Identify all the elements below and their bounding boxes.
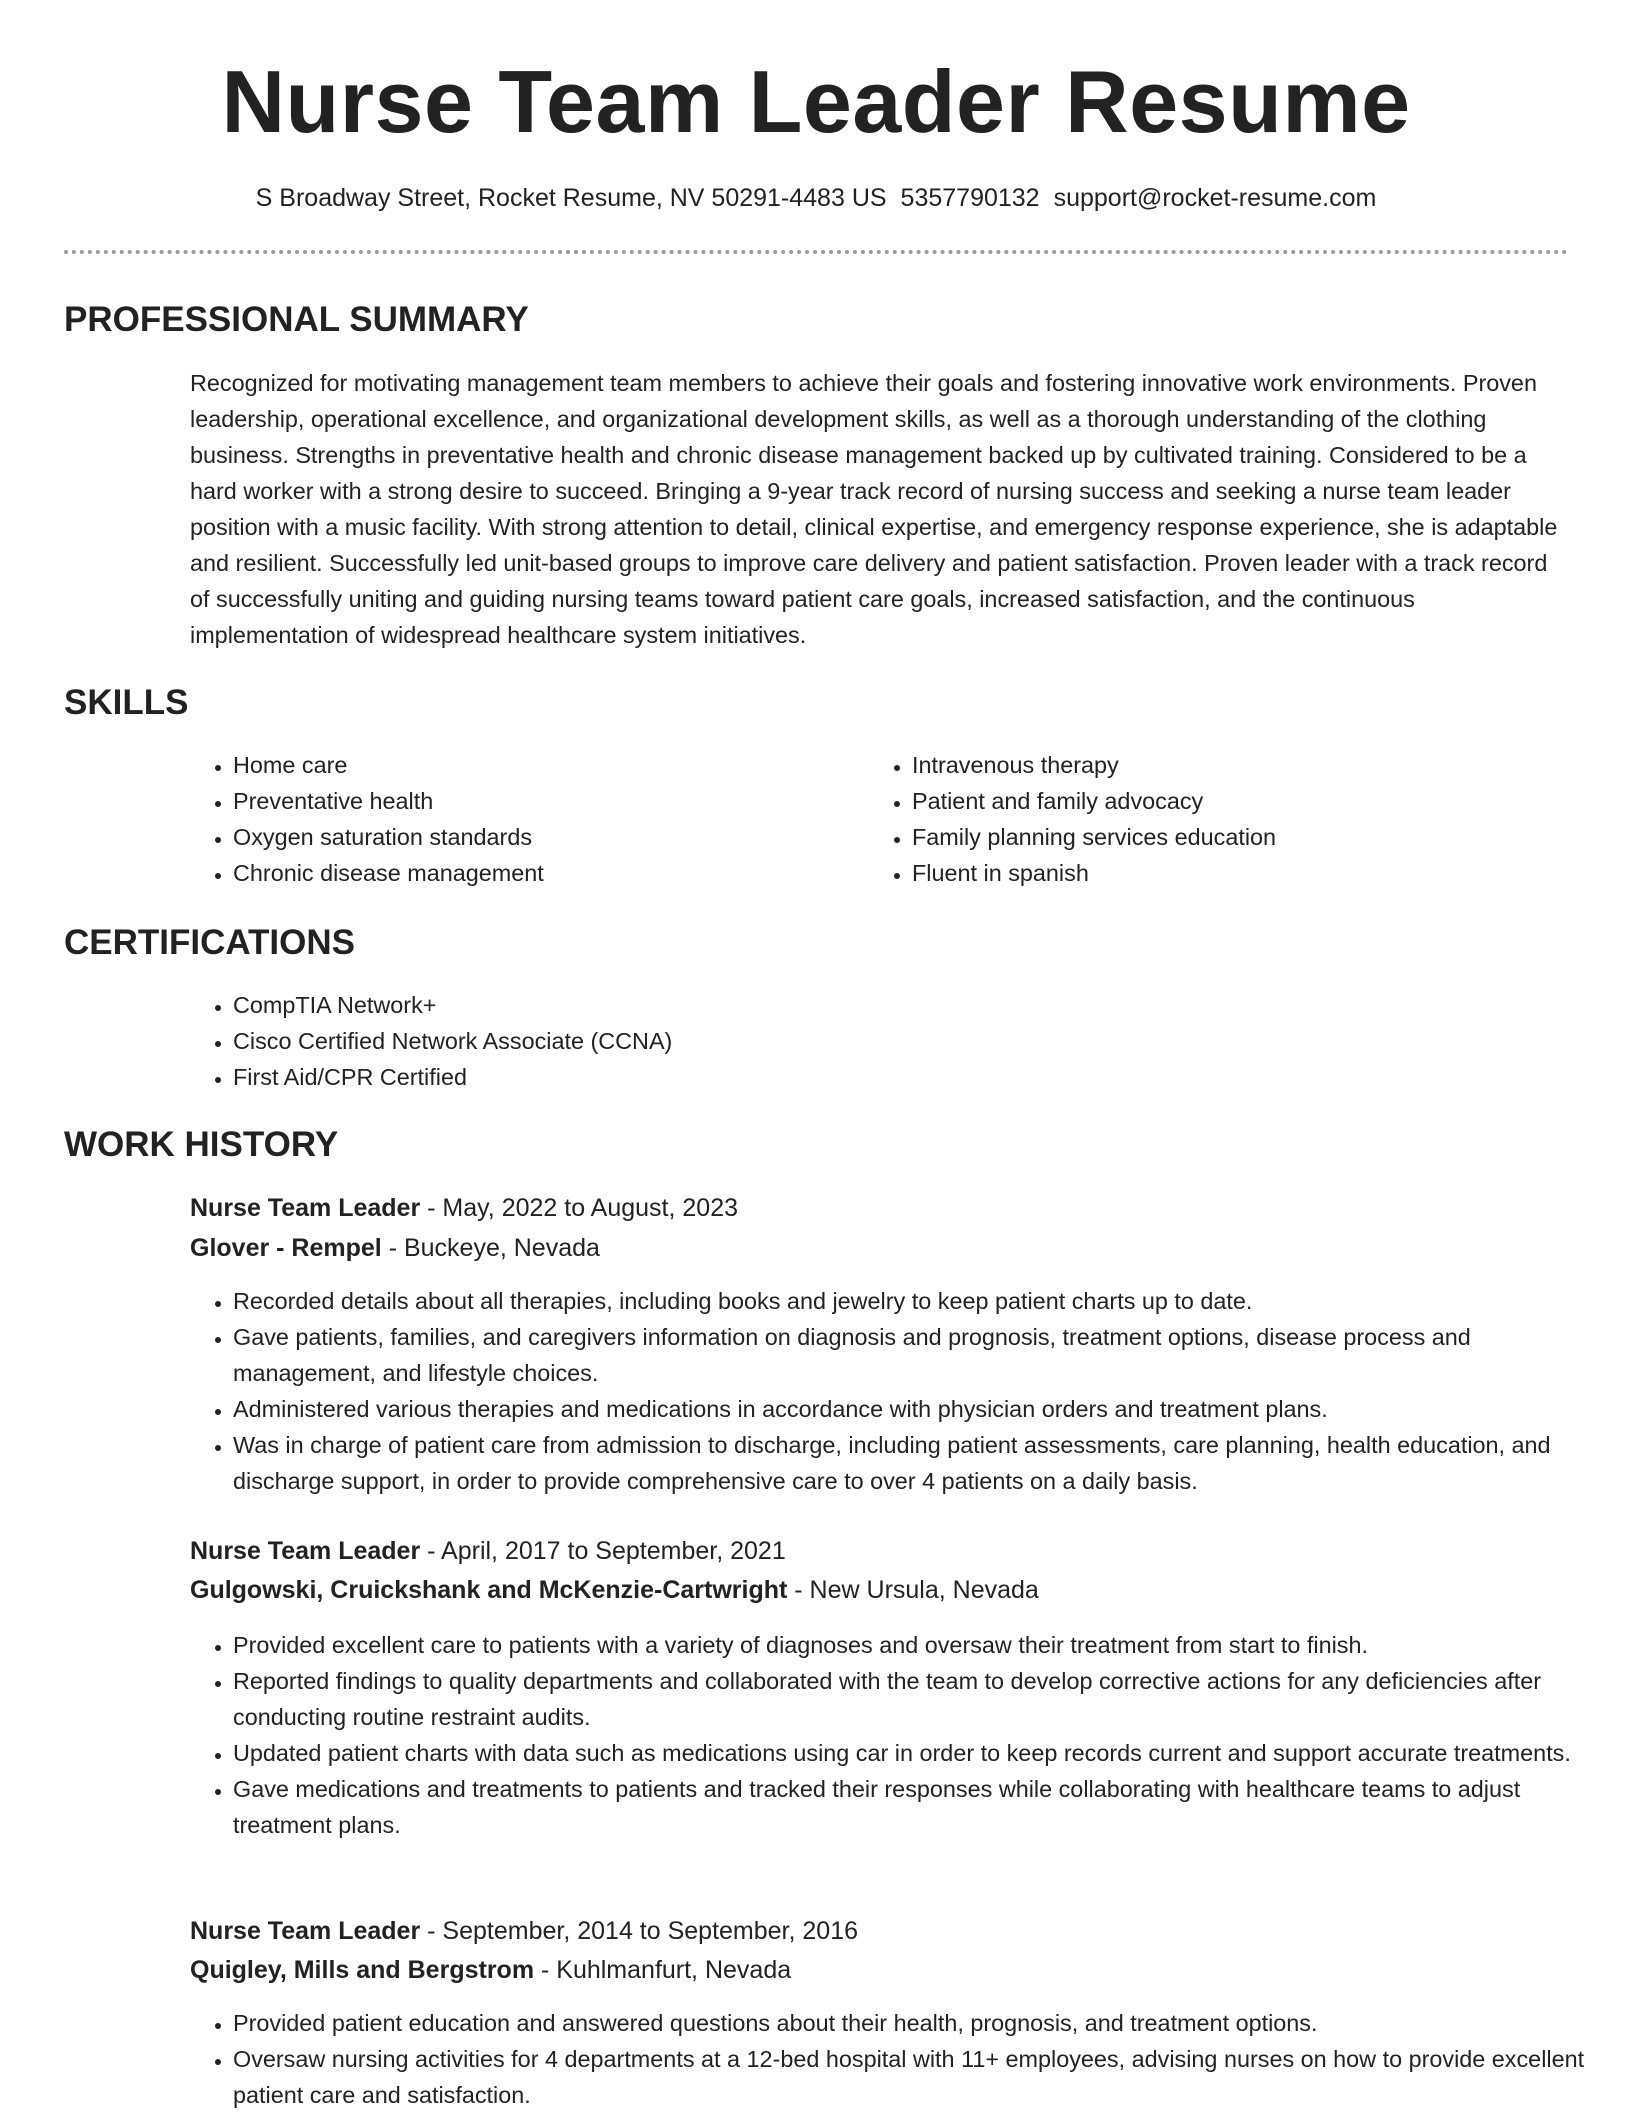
- job-bullet: • Provided patient education and answered questions about their health, prognosis, and treatment options.: [233, 2005, 1613, 2041]
- contact-address: S Broadway Street, Rocket Resume, NV 50291-4483 US: [255, 184, 887, 212]
- certification-item: • CompTIA Network+: [233, 987, 1233, 1023]
- job-title-line: [190, 1190, 738, 1226]
- job-title-line: [190, 1533, 786, 1569]
- skill-item: • Intravenous therapy: [912, 747, 1532, 783]
- job-bullet: • Was in charge of patient care from admission to discharge, including patient assessments, care planning, health education, and discharge support, in order to provide comprehensive care to over 4 patients on a daily basis.: [233, 1427, 1613, 1499]
- certifications-list: [190, 987, 1233, 1095]
- skill-item: • Fluent in spanish: [912, 855, 1532, 891]
- skills-list-left: [190, 747, 853, 891]
- job-company-line: [190, 1952, 791, 1988]
- contact-line: [0, 181, 1632, 215]
- job-bullet: • Updated patient charts with data such as medications using car in order to keep records current and support accurate treatments.: [233, 1735, 1613, 1771]
- job-bullet: • Recorded details about all therapies, including books and jewelry to keep patient charts up to date.: [233, 1283, 1613, 1319]
- skill-item: • Chronic disease management: [233, 855, 853, 891]
- resume-title: Nurse Team Leader Resume: [221, 52, 1411, 151]
- job-company: Glover - Rempel: [190, 1234, 382, 1262]
- job-title-line: [190, 1913, 858, 1949]
- skill-item: • Oxygen saturation standards: [233, 819, 853, 855]
- job-bullet: • Gave medications and treatments to patients and tracked their responses while collaborating with healthcare teams to adjust treatment plans.: [233, 1771, 1613, 1843]
- job-title: Nurse Team Leader: [190, 1194, 421, 1222]
- job-bullet: • Gave patients, families, and caregivers information on diagnosis and prognosis, treatment options, disease process and management, and lifestyle choices.: [233, 1319, 1613, 1391]
- job-title: Nurse Team Leader: [190, 1917, 421, 1945]
- certification-item: • First Aid/CPR Certified: [233, 1059, 1233, 1095]
- skill-item: • Preventative health: [233, 783, 853, 819]
- job-company-line: [190, 1572, 1039, 1608]
- job-location: - Buckeye, Nevada: [388, 1234, 600, 1262]
- job-dates: - September, 2014 to September, 2016: [427, 1917, 859, 1945]
- work-history-heading: WORK HISTORY: [64, 1125, 339, 1164]
- certifications-heading: CERTIFICATIONS: [64, 923, 356, 962]
- job-bullets: [190, 2005, 1613, 2112]
- job-company: Gulgowski, Cruickshank and McKenzie-Cartwright: [190, 1576, 788, 1604]
- header-divider: [64, 250, 1568, 254]
- skills-list-right: [869, 747, 1532, 891]
- job-bullets: [190, 1283, 1613, 1499]
- summary-heading: PROFESSIONAL SUMMARY: [64, 300, 529, 339]
- contact-email: support@rocket-resume.com: [1053, 184, 1377, 212]
- job-bullets: [190, 1627, 1613, 1843]
- job-company: Quigley, Mills and Bergstrom: [190, 1956, 535, 1984]
- job-location: - Kuhlmanfurt, Nevada: [541, 1956, 792, 1984]
- job-bullet: • Reported findings to quality departments and collaborated with the team to develop corrective actions for any deficiencies after conducting routine restraint audits.: [233, 1663, 1613, 1735]
- summary-text: Recognized for motivating management team members to achieve their goals and fostering innovative work environments. Proven leadership, operational excellence, and organizational development skills, as well as a thorough understanding of the clothing business. Strengths in preventative health and chronic disease management backed up by cultivated training. Considered to be a hard worker with a strong desire to succeed. Bringing a 9-year track record of nursing success and seeking a nurse team leader position with a music facility. With strong attention to detail, clinical expertise, and emergency response experience, she is adaptable and resilient. Successfully led unit-based groups to improve care delivery and patient satisfaction. Proven leader with a track record of successfully uniting and guiding nursing teams toward patient care goals, increased satisfaction, and the continuous implementation of widespread healthcare system initiatives.: [190, 370, 1558, 648]
- skill-item: • Home care: [233, 747, 853, 783]
- contact-phone: 5357790132: [900, 184, 1040, 212]
- job-title: Nurse Team Leader: [190, 1537, 421, 1565]
- job-company-line: [190, 1230, 600, 1266]
- job-dates: - May, 2022 to August, 2023: [427, 1194, 739, 1222]
- skills-heading: SKILLS: [64, 683, 189, 722]
- job-bullet: • Administered various therapies and medications in accordance with physician orders and treatment plans.: [233, 1391, 1613, 1427]
- job-bullet: • Oversaw nursing activities for 4 departments at a 12-bed hospital with 11+ employees, advising nurses on how to provide excellent patient care and satisfaction.: [233, 2041, 1613, 2112]
- job-location: - New Ursula, Nevada: [794, 1576, 1039, 1604]
- skill-item: • Patient and family advocacy: [912, 783, 1532, 819]
- certification-item: • Cisco Certified Network Associate (CCNA): [233, 1023, 1233, 1059]
- job-bullet: • Provided excellent care to patients with a variety of diagnoses and oversaw their treatment from start to finish.: [233, 1627, 1613, 1663]
- job-dates: - April, 2017 to September, 2021: [427, 1537, 786, 1565]
- skill-item: • Family planning services education: [912, 819, 1532, 855]
